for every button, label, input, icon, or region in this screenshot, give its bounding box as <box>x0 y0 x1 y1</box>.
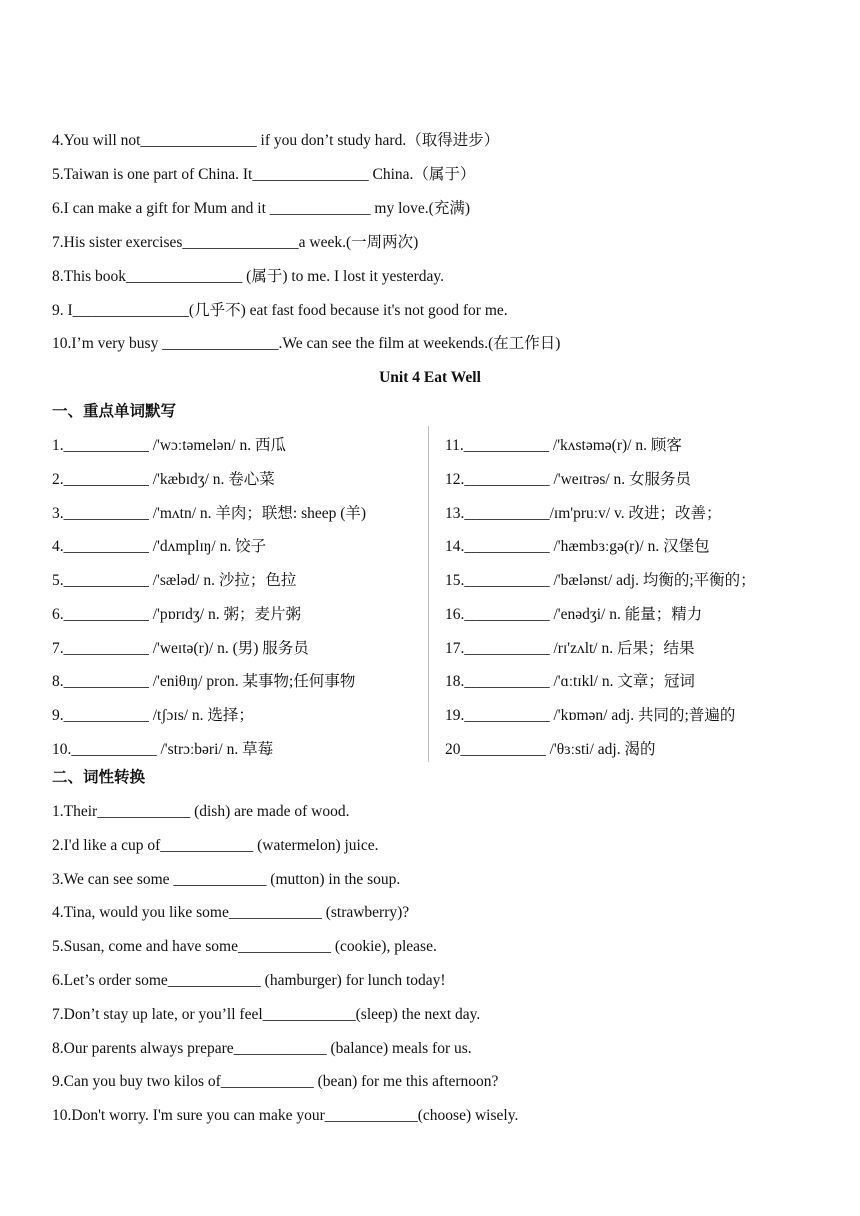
vocab-item: 7.___________ /'weɪtə(r)/ n. (男) 服务员 <box>52 640 309 657</box>
vocab-item: 1.___________ /'wɔːtəmelən/ n. 西瓜 <box>52 437 286 454</box>
conversion-question: 7.Don’t stay up late, or you’ll feel____________(sleep) the next day. <box>52 1006 481 1023</box>
conversion-question: 10.Don't worry. I'm sure you can make your____________(choose) wisely. <box>52 1107 519 1124</box>
vocab-item: 13.___________/ɪm'pruːv/ v. 改进；改善； <box>445 505 722 522</box>
question-5: 5.Taiwan is one part of China. It_______________ China.（属于） <box>52 166 476 183</box>
unit-title: Unit 4 Eat Well <box>379 369 481 386</box>
question-4: 4.You will not_______________ if you don’t study hard.（取得进步） <box>52 132 500 149</box>
conversion-question: 8.Our parents always prepare____________ (balance) meals for us. <box>52 1040 472 1057</box>
vocab-item: 6.___________ /'pɒrɪdʒ/ n. 粥；麦片粥 <box>52 606 301 623</box>
vocab-item: 11.___________ /'kʌstəmə(r)/ n. 顾客 <box>445 437 682 454</box>
vocab-item: 16.___________ /'enədʒi/ n. 能量；精力 <box>445 606 703 623</box>
vocab-item: 14.___________ /'hæmbɜːgə(r)/ n. 汉堡包 <box>445 538 710 555</box>
conversion-question: 5.Susan, come and have some____________ (cookie), please. <box>52 938 437 955</box>
vocab-item: 18.___________ /'ɑːtɪkl/ n. 文章；冠词 <box>445 673 695 690</box>
vocab-item: 8.___________ /'eniθɪŋ/ pron. 某事物;任何事物 <box>52 673 356 690</box>
question-6: 6.I can make a gift for Mum and it _____________ my love.(充满) <box>52 200 470 217</box>
conversion-question: 3.We can see some ____________ (mutton) in the soup. <box>52 871 401 888</box>
vocab-item: 20___________ /'θɜːsti/ adj. 渴的 <box>445 741 656 758</box>
section-heading-word-conversion: 二、词性转换 <box>52 768 146 786</box>
conversion-question: 6.Let’s order some____________ (hamburger) for lunch today! <box>52 972 446 989</box>
conversion-question: 2.I'd like a cup of____________ (watermelon) juice. <box>52 837 379 854</box>
conversion-question: 9.Can you buy two kilos of____________ (bean) for me this afternoon? <box>52 1073 499 1090</box>
question-7: 7.His sister exercises_______________a week.(一周两次) <box>52 234 419 251</box>
vocab-item: 12.___________ /'weɪtrəs/ n. 女服务员 <box>445 471 692 488</box>
question-8: 8.This book_______________ (属于) to me. I lost it yesterday. <box>52 268 445 285</box>
question-9: 9. I_______________(几乎不) eat fast food because it's not good for me. <box>52 302 508 319</box>
question-10: 10.I’m very busy _______________.We can see the film at weekends.(在工作日) <box>52 335 561 352</box>
vocab-item: 19.___________ /'kɒmən/ adj. 共同的;普遍的 <box>445 707 736 724</box>
vocab-item: 5.___________ /'sæləd/ n. 沙拉；色拉 <box>52 572 297 589</box>
vocab-item: 15.___________ /'bælənst/ adj. 均衡的;平衡的； <box>445 572 756 589</box>
conversion-question: 4.Tina, would you like some____________ (strawberry)? <box>52 904 410 921</box>
vocab-item: 2.___________ /'kæbɪdʒ/ n. 卷心菜 <box>52 471 275 488</box>
column-divider <box>428 426 429 762</box>
conversion-question: 1.Their____________ (dish) are made of wood. <box>52 803 350 820</box>
vocab-item: 4.___________ /'dʌmplɪŋ/ n. 饺子 <box>52 538 267 555</box>
vocab-item: 17.___________ /rɪ'zʌlt/ n. 后果；结果 <box>445 640 695 657</box>
section-heading-vocabulary: 一、重点单词默写 <box>52 402 177 420</box>
vocab-item: 9.___________ /tʃɔɪs/ n. 选择； <box>52 707 254 724</box>
vocab-item: 10.___________ /'strɔːbəri/ n. 草莓 <box>52 741 274 758</box>
vocab-item: 3.___________ /'mʌtn/ n. 羊肉；联想: sheep (羊) <box>52 505 367 522</box>
